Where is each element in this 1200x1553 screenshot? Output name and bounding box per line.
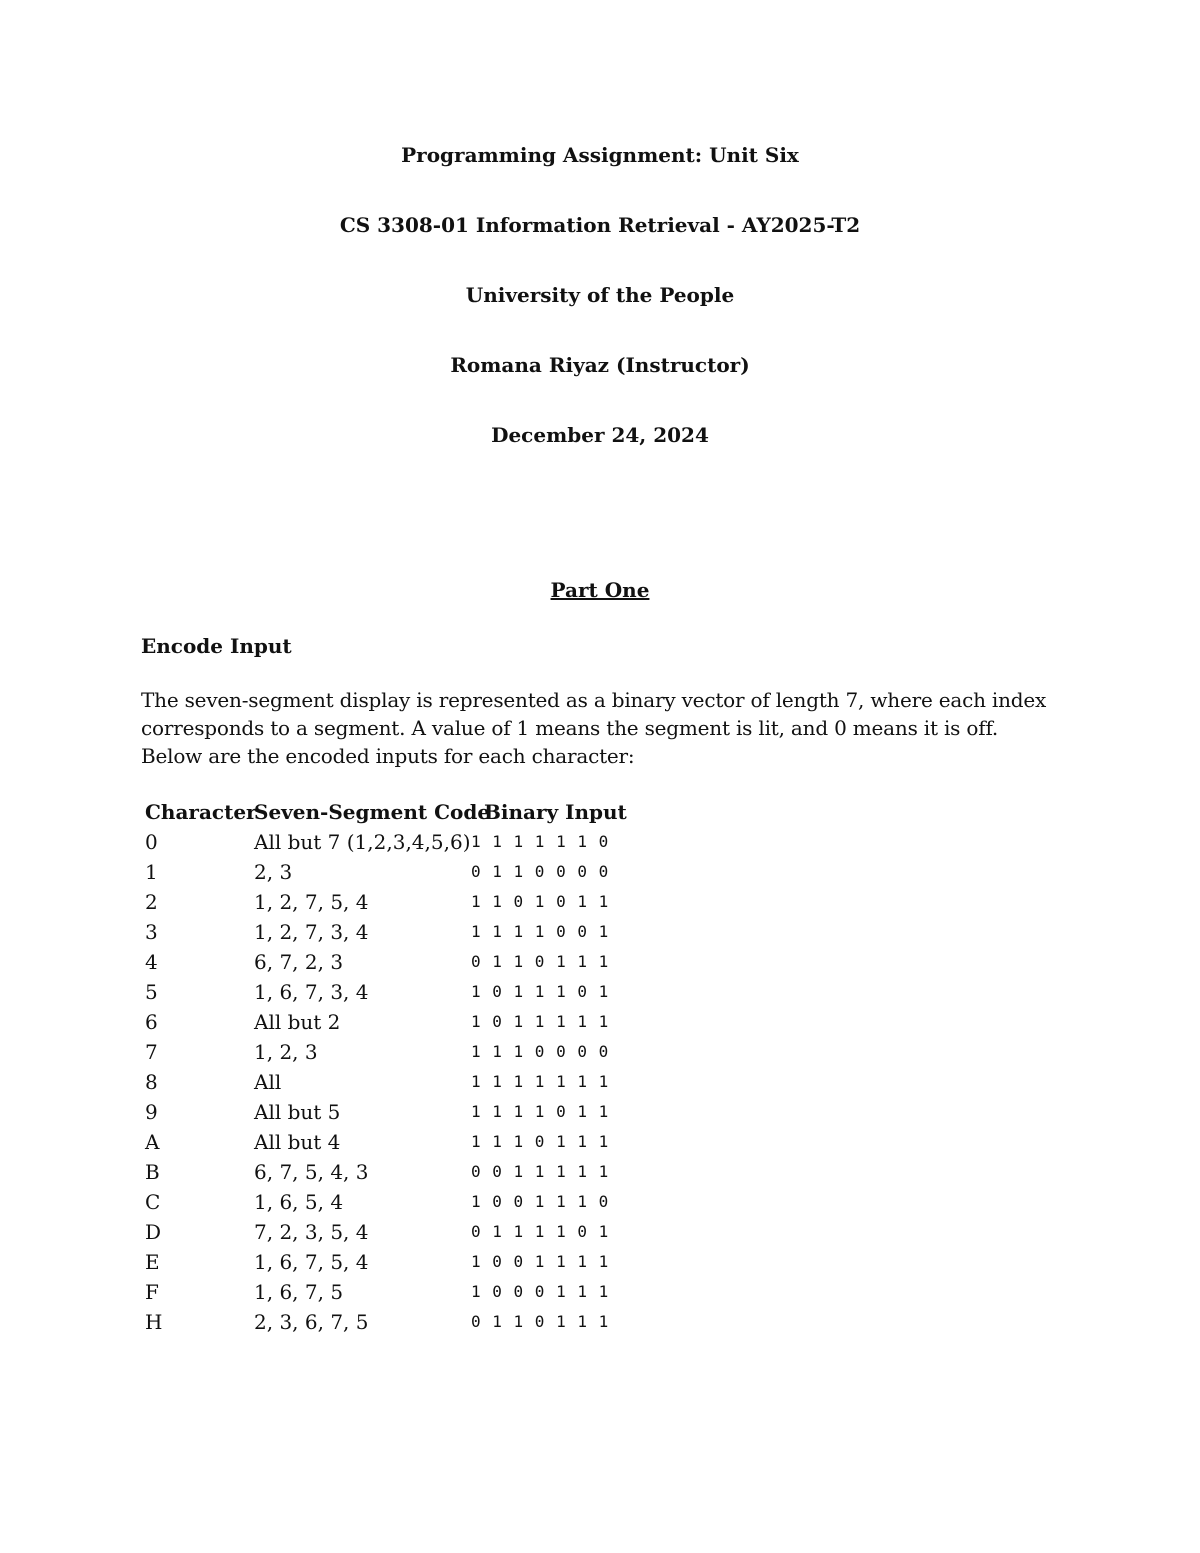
cell-seven-segment-code: 7, 2, 3, 5, 4 (254, 1220, 369, 1244)
cell-character: F (145, 1280, 159, 1304)
section-heading: Encode Input (141, 634, 292, 658)
table-row (145, 828, 645, 858)
table-row (145, 888, 645, 918)
cell-binary-input: 0 1 1 1 1 0 1 (471, 1222, 609, 1241)
cell-seven-segment-code: All but 2 (254, 1010, 341, 1034)
table-row (145, 1188, 645, 1218)
cell-character: 6 (145, 1010, 158, 1034)
table-row (145, 858, 645, 888)
cell-binary-input: 1 1 1 1 0 0 1 (471, 922, 609, 941)
cell-character: 5 (145, 980, 158, 1004)
cell-binary-input: 1 1 1 1 1 1 0 (471, 832, 609, 851)
body-paragraph: The seven-segment display is represented as a binary vector of length 7, where each index corresponds to a segment. A value of 1 means the segment is lit, and 0 means it is off. Below are the encoded inputs for each character: (141, 688, 1047, 768)
cell-binary-input: 1 1 1 1 0 1 1 (471, 1102, 609, 1121)
cell-seven-segment-code: 1, 2, 7, 3, 4 (254, 920, 369, 944)
table-row (145, 1038, 645, 1068)
cell-seven-segment-code: 6, 7, 5, 4, 3 (254, 1160, 369, 1184)
cell-character: H (145, 1310, 163, 1334)
cell-binary-input: 1 1 1 1 1 1 1 (471, 1072, 609, 1091)
table-row (145, 1218, 645, 1248)
table-body (145, 828, 645, 1338)
cell-binary-input: 1 0 0 1 1 1 0 (471, 1192, 609, 1211)
part-heading: Part One (550, 578, 650, 602)
cell-binary-input: 0 0 1 1 1 1 1 (471, 1162, 609, 1181)
cell-character: 7 (145, 1040, 158, 1064)
cell-binary-input: 1 1 1 0 0 0 0 (471, 1042, 609, 1061)
course-name: CS 3308-01 Information Retrieval - AY2025-T2 (339, 213, 861, 237)
cell-binary-input: 1 0 0 0 1 1 1 (471, 1282, 609, 1301)
document-date: December 24, 2024 (491, 423, 709, 447)
cell-seven-segment-code: All but 7 (1,2,3,4,5,6) (254, 830, 471, 854)
cell-character: 1 (145, 860, 158, 884)
cell-binary-input: 1 0 1 1 1 0 1 (471, 982, 609, 1001)
table-row (145, 1008, 645, 1038)
table-row (145, 1158, 645, 1188)
cell-seven-segment-code: 1, 6, 5, 4 (254, 1190, 344, 1214)
cell-binary-input: 1 1 1 0 1 1 1 (471, 1132, 609, 1151)
cell-seven-segment-code: 1, 6, 7, 5, 4 (254, 1250, 369, 1274)
table-row (145, 1278, 645, 1308)
cell-character: E (145, 1250, 160, 1274)
header-seven-segment-code: Seven-Segment Code (254, 800, 491, 824)
cell-seven-segment-code: 1, 2, 7, 5, 4 (254, 890, 369, 914)
cell-seven-segment-code: All but 4 (254, 1130, 341, 1154)
cell-character: 9 (145, 1100, 158, 1124)
cell-character: 3 (145, 920, 158, 944)
cell-character: 2 (145, 890, 158, 914)
cell-character: D (145, 1220, 162, 1244)
cell-binary-input: 0 1 1 0 0 0 0 (471, 862, 609, 881)
header-binary-input: Binary Input (484, 800, 627, 824)
cell-character: 4 (145, 950, 158, 974)
cell-seven-segment-code: 1, 6, 7, 3, 4 (254, 980, 369, 1004)
encoding-table (145, 798, 645, 1338)
table-row (145, 918, 645, 948)
cell-seven-segment-code: 1, 2, 3 (254, 1040, 318, 1064)
cell-character: B (145, 1160, 160, 1184)
assignment-title: Programming Assignment: Unit Six (401, 143, 799, 167)
table-row (145, 948, 645, 978)
cell-character: C (145, 1190, 161, 1214)
cell-binary-input: 0 1 1 0 1 1 1 (471, 1312, 609, 1331)
cell-seven-segment-code: 2, 3 (254, 860, 293, 884)
cell-binary-input: 0 1 1 0 1 1 1 (471, 952, 609, 971)
cell-character: A (145, 1130, 160, 1154)
header-character: Character (145, 800, 257, 824)
cell-binary-input: 1 0 1 1 1 1 1 (471, 1012, 609, 1031)
cell-character: 8 (145, 1070, 158, 1094)
cell-character: 0 (145, 830, 158, 854)
instructor-name: Romana Riyaz (Instructor) (450, 353, 750, 377)
cell-seven-segment-code: 6, 7, 2, 3 (254, 950, 344, 974)
cell-binary-input: 1 0 0 1 1 1 1 (471, 1252, 609, 1271)
university-name: University of the People (465, 283, 735, 307)
cell-seven-segment-code: All (254, 1070, 282, 1094)
table-header-row (145, 798, 645, 828)
table-row (145, 978, 645, 1008)
cell-binary-input: 1 1 0 1 0 1 1 (471, 892, 609, 911)
table-row (145, 1248, 645, 1278)
cell-seven-segment-code: All but 5 (254, 1100, 341, 1124)
table-row (145, 1098, 645, 1128)
table-row (145, 1128, 645, 1158)
cell-seven-segment-code: 1, 6, 7, 5 (254, 1280, 344, 1304)
table-row (145, 1308, 645, 1338)
cell-seven-segment-code: 2, 3, 6, 7, 5 (254, 1310, 369, 1334)
table-row (145, 1068, 645, 1098)
